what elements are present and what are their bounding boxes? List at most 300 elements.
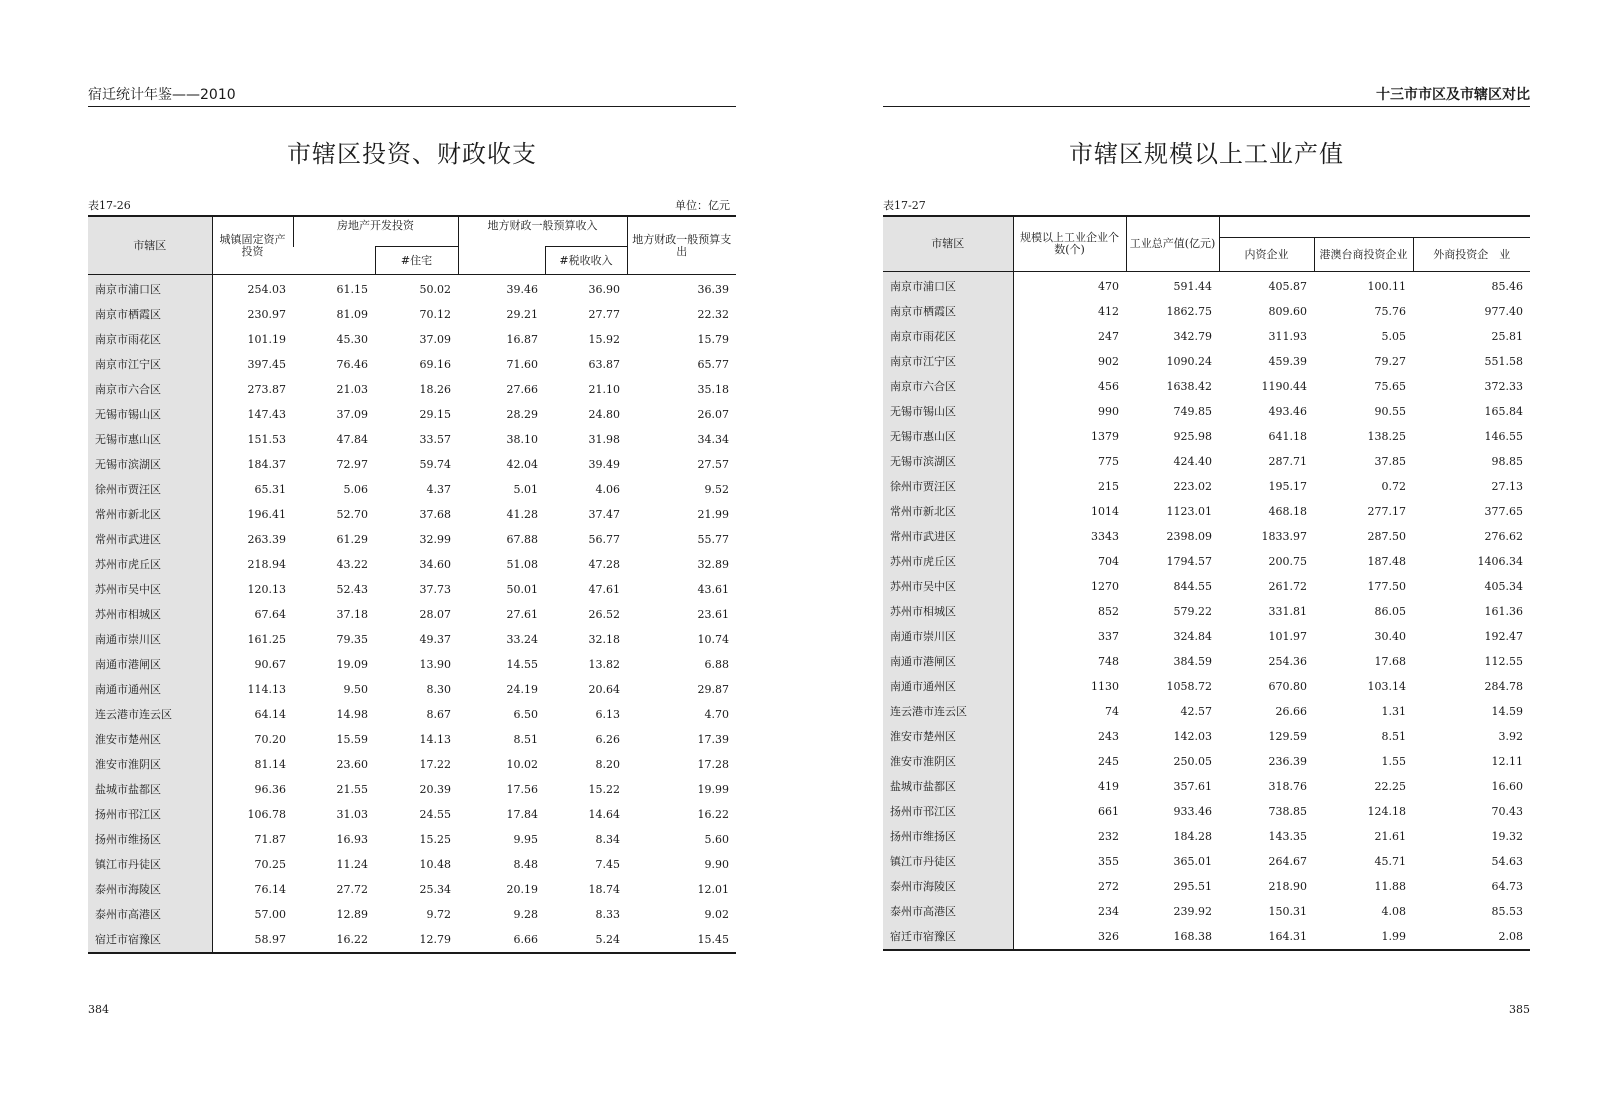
value-cell: 6.50 [513,708,538,721]
value-cell: 86.05 [1374,605,1406,618]
table-row [883,349,1530,374]
district-name-cell: 常州市新北区 [883,499,1013,524]
value-cell: 365.01 [1173,855,1212,868]
district-name-cell: 南通市通州区 [88,677,212,702]
table-row [88,402,736,427]
value-cell: 261.72 [1268,580,1307,593]
table-row [88,652,736,677]
value-cell: 1.55 [1381,755,1406,768]
table-row [88,777,736,802]
value-cell: 12.01 [697,883,729,896]
table-row [883,824,1530,849]
right-page-number: 385 [1509,1003,1530,1016]
value-cell: 902 [1098,355,1119,368]
value-cell: 9.28 [513,908,538,921]
value-cell: 4.37 [426,483,451,496]
district-name-cell: 盐城市盐都区 [88,777,212,802]
value-cell: 65.31 [254,483,286,496]
table-row [883,624,1530,649]
district-name-cell: 无锡市滨湖区 [883,449,1013,474]
value-cell: 45.71 [1374,855,1406,868]
value-cell: 236.39 [1268,755,1307,768]
value-cell: 243 [1098,730,1119,743]
district-name-cell: 无锡市滨湖区 [88,452,212,477]
value-cell: 16.93 [336,833,368,846]
col-header-district: 市辖区 [883,216,1013,272]
value-cell: 311.93 [1268,330,1307,343]
right-table-body [883,272,1530,951]
value-cell: 36.90 [588,283,620,296]
value-cell: 277.17 [1367,505,1406,518]
value-cell: 52.43 [336,583,368,596]
table-row [883,449,1530,474]
value-cell: 42.57 [1180,705,1212,718]
right-table-title: 市辖区规模以上工业产值 [1069,140,1344,168]
value-cell: 32.18 [588,633,620,646]
value-cell: 85.53 [1491,905,1523,918]
value-cell: 9.50 [343,683,368,696]
value-cell: 96.36 [254,783,286,796]
value-cell: 37.09 [419,333,451,346]
value-cell: 551.58 [1484,355,1523,368]
value-cell: 239.92 [1173,905,1212,918]
value-cell: 39.46 [506,283,538,296]
right-table-number: 表17-27 [883,199,926,212]
table-row [883,324,1530,349]
district-name-cell: 淮安市楚州区 [88,727,212,752]
table-row [883,799,1530,824]
value-cell: 9.52 [704,483,729,496]
value-cell: 42.04 [506,458,538,471]
district-name-cell: 镇江市丹徒区 [883,849,1013,874]
value-cell: 276.62 [1484,530,1523,543]
value-cell: 419 [1098,780,1119,793]
district-name-cell: 淮安市楚州区 [883,724,1013,749]
district-name-cell: 南通市港闸区 [883,649,1013,674]
value-cell: 17.28 [697,758,729,771]
value-cell: 129.59 [1268,730,1307,743]
value-cell: 67.64 [254,608,286,621]
value-cell: 7.45 [595,858,620,871]
table-row [88,352,736,377]
value-cell: 661 [1098,805,1119,818]
table-row [88,852,736,877]
value-cell: 27.77 [588,308,620,321]
table-row [88,602,736,627]
value-cell: 372.33 [1484,380,1523,393]
district-name-cell: 连云港市连云区 [883,699,1013,724]
table-row [883,549,1530,574]
value-cell: 112.55 [1484,655,1523,668]
value-cell: 4.06 [595,483,620,496]
value-cell: 1379 [1091,430,1119,443]
value-cell: 10.02 [506,758,538,771]
value-cell: 8.48 [513,858,538,871]
value-cell: 70.12 [419,308,451,321]
value-cell: 37.73 [419,583,451,596]
value-cell: 17.84 [506,808,538,821]
value-cell: 56.77 [588,533,620,546]
table-row [883,524,1530,549]
table-row [883,424,1530,449]
value-cell: 76.14 [254,883,286,896]
value-cell: 273.87 [247,383,286,396]
district-name-cell: 淮安市淮阴区 [88,752,212,777]
value-cell: 12.11 [1491,755,1523,768]
table-row [883,699,1530,724]
value-cell: 71.60 [506,358,538,371]
value-cell: 3343 [1091,530,1119,543]
value-cell: 1090.24 [1166,355,1212,368]
value-cell: 10.48 [419,858,451,871]
value-cell: 21.10 [588,383,620,396]
value-cell: 33.24 [506,633,538,646]
value-cell: 101.97 [1268,630,1307,643]
value-cell: 468.18 [1268,505,1307,518]
value-cell: 377.65 [1484,505,1523,518]
value-cell: 21.61 [1374,830,1406,843]
value-cell: 142.03 [1173,730,1212,743]
value-cell: 24.80 [588,408,620,421]
value-cell: 164.31 [1219,924,1314,950]
left-table-body [88,275,736,954]
value-cell: 15.79 [697,333,729,346]
col-header-residential: #住宅 [375,247,458,275]
value-cell: 456 [1098,380,1119,393]
value-cell: 71.87 [254,833,286,846]
table-row [883,724,1530,749]
value-cell: 8.33 [595,908,620,921]
value-cell: 50.01 [506,583,538,596]
value-cell: 8.67 [426,708,451,721]
col-header-tax-revenue: #税收收入 [545,247,627,275]
value-cell: 177.50 [1367,580,1406,593]
value-cell: 405.87 [1268,280,1307,293]
col-header-fixed-asset-investment: 城镇固定资产投资 [212,216,293,275]
value-cell: 990 [1098,405,1119,418]
value-cell: 245 [1098,755,1119,768]
value-cell: 79.27 [1374,355,1406,368]
district-name-cell: 南京市雨花区 [883,324,1013,349]
value-cell: 1.31 [1381,705,1406,718]
value-cell: 13.82 [588,658,620,671]
value-cell: 195.17 [1268,480,1307,493]
value-cell: 28.07 [419,608,451,621]
value-cell: 254.36 [1268,655,1307,668]
value-cell: 20.64 [588,683,620,696]
value-cell: 14.98 [336,708,368,721]
col-header-budget-expenditure: 地方财政一般预算支出 [627,216,736,275]
table-row [883,599,1530,624]
district-name-cell: 镇江市丹徒区 [88,852,212,877]
value-cell: 357.61 [1173,780,1212,793]
value-cell: 326 [1013,924,1126,950]
district-name-cell: 苏州市相城区 [88,602,212,627]
col-header-spacer [458,247,545,275]
value-cell: 32.99 [419,533,451,546]
value-cell: 933.46 [1173,805,1212,818]
table-row [88,627,736,652]
table-row [88,827,736,852]
table-row [883,499,1530,524]
value-cell: 18.74 [588,883,620,896]
district-name-cell: 南京市江宁区 [88,352,212,377]
table-row [883,899,1530,924]
value-cell: 37.47 [588,508,620,521]
value-cell: 36.39 [697,283,729,296]
value-cell: 8.30 [426,683,451,696]
col-header-district: 市辖区 [88,216,212,275]
value-cell: 75.65 [1374,380,1406,393]
value-cell: 143.35 [1268,830,1307,843]
value-cell: 13.90 [419,658,451,671]
col-header-hk-macao-taiwan-enterprises: 港澳台商投资企业 [1314,238,1413,272]
value-cell: 18.26 [419,383,451,396]
value-cell: 45.30 [336,333,368,346]
table-row [883,774,1530,799]
table-row [88,502,736,527]
district-name-cell: 苏州市虎丘区 [88,552,212,577]
value-cell: 5.60 [704,833,729,846]
value-cell: 75.76 [1374,305,1406,318]
value-cell: 14.59 [1491,705,1523,718]
value-cell: 52.70 [336,508,368,521]
value-cell: 15.45 [627,927,736,953]
district-name-cell: 无锡市惠山区 [883,424,1013,449]
district-name-cell: 无锡市锡山区 [883,399,1013,424]
value-cell: 70.43 [1491,805,1523,818]
value-cell: 69.16 [419,358,451,371]
value-cell: 32.89 [697,558,729,571]
district-name-cell: 徐州市贾汪区 [883,474,1013,499]
value-cell: 250.05 [1173,755,1212,768]
value-cell: 37.18 [336,608,368,621]
value-cell: 1058.72 [1166,680,1212,693]
district-name-cell: 南京市雨花区 [88,327,212,352]
value-cell: 19.09 [336,658,368,671]
value-cell: 100.11 [1367,280,1406,293]
left-page-number: 384 [88,1003,109,1016]
table-row [883,849,1530,874]
value-cell: 37.85 [1374,455,1406,468]
table-row [883,574,1530,599]
district-name-cell: 常州市武进区 [883,524,1013,549]
value-cell: 2.08 [1413,924,1530,950]
value-cell: 5.06 [343,483,368,496]
value-cell: 20.39 [419,783,451,796]
value-cell: 324.84 [1173,630,1212,643]
value-cell: 748 [1098,655,1119,668]
col-header-spacer [1219,216,1530,238]
value-cell: 64.14 [254,708,286,721]
table-row [88,927,736,953]
table-row [883,272,1530,300]
value-cell: 22.32 [697,308,729,321]
district-name-cell: 连云港市连云区 [88,702,212,727]
left-running-header: 宿迁统计年鉴——2010 [88,84,736,107]
value-cell: 579.22 [1173,605,1212,618]
value-cell: 15.25 [419,833,451,846]
value-cell: 79.35 [336,633,368,646]
value-cell: 47.61 [588,583,620,596]
value-cell: 331.81 [1268,605,1307,618]
value-cell: 977.40 [1484,305,1523,318]
value-cell: 64.73 [1491,880,1523,893]
table-row [88,702,736,727]
value-cell: 459.39 [1268,355,1307,368]
col-header-enterprise-count: 规模以上工业企业个数(个) [1013,216,1126,272]
table-row [88,377,736,402]
value-cell: 49.37 [419,633,451,646]
value-cell: 925.98 [1173,430,1212,443]
right-table-meta [883,198,1530,214]
value-cell: 641.18 [1268,430,1307,443]
value-cell: 287.50 [1367,530,1406,543]
value-cell: 24.55 [419,808,451,821]
district-name-cell: 南通市港闸区 [88,652,212,677]
value-cell: 9.72 [426,908,451,921]
district-name-cell: 南京市浦口区 [883,272,1013,300]
value-cell: 704 [1098,555,1119,568]
value-cell: 33.57 [419,433,451,446]
value-cell: 23.61 [697,608,729,621]
value-cell: 192.47 [1484,630,1523,643]
district-name-cell: 扬州市邗江区 [88,802,212,827]
table-row [88,477,736,502]
value-cell: 85.46 [1491,280,1523,293]
value-cell: 29.15 [419,408,451,421]
district-name-cell: 常州市新北区 [88,502,212,527]
value-cell: 41.28 [506,508,538,521]
value-cell: 31.03 [336,808,368,821]
value-cell: 232 [1098,830,1119,843]
value-cell: 8.20 [595,758,620,771]
value-cell: 318.76 [1268,780,1307,793]
value-cell: 70.20 [254,733,286,746]
value-cell: 8.34 [595,833,620,846]
col-header-domestic-enterprises: 内资企业 [1219,238,1314,272]
value-cell: 17.56 [506,783,538,796]
value-cell: 120.13 [247,583,286,596]
district-name-cell: 常州市武进区 [88,527,212,552]
value-cell: 470 [1098,280,1119,293]
district-name-cell: 南京市六合区 [88,377,212,402]
value-cell: 27.61 [506,608,538,621]
district-name-cell: 泰州市高港区 [883,899,1013,924]
value-cell: 161.36 [1484,605,1523,618]
investment-finance-table [88,215,736,954]
value-cell: 0.72 [1381,480,1406,493]
table-row [88,302,736,327]
value-cell: 114.13 [247,683,286,696]
value-cell: 47.84 [336,433,368,446]
table-row [88,902,736,927]
value-cell: 31.98 [588,433,620,446]
right-running-header: 十三市市区及市辖区对比 [883,84,1530,107]
value-cell: 124.18 [1367,805,1406,818]
value-cell: 11.88 [1374,880,1406,893]
district-name-cell: 南京市浦口区 [88,275,212,303]
left-table-number: 表17-26 [88,199,131,212]
value-cell: 738.85 [1268,805,1307,818]
value-cell: 1862.75 [1166,305,1212,318]
value-cell: 218.94 [247,558,286,571]
table-row [883,674,1530,699]
district-name-cell: 扬州市维扬区 [88,827,212,852]
value-cell: 272 [1098,880,1119,893]
district-name-cell: 盐城市盐都区 [883,774,1013,799]
value-cell: 34.60 [419,558,451,571]
district-name-cell: 南京市六合区 [883,374,1013,399]
value-cell: 1794.57 [1166,555,1212,568]
table-row [88,427,736,452]
value-cell: 264.67 [1268,855,1307,868]
value-cell: 342.79 [1173,330,1212,343]
district-name-cell: 泰州市高港区 [88,902,212,927]
value-cell: 19.32 [1491,830,1523,843]
value-cell: 844.55 [1173,580,1212,593]
value-cell: 670.80 [1268,680,1307,693]
value-cell: 38.10 [506,433,538,446]
table-row [883,299,1530,324]
value-cell: 8.51 [1381,730,1406,743]
district-name-cell: 南通市崇川区 [88,627,212,652]
district-name-cell: 南京市江宁区 [883,349,1013,374]
col-header-gross-output: 工业总产值(亿元) [1126,216,1219,272]
value-cell: 247 [1098,330,1119,343]
table-row [883,374,1530,399]
value-cell: 5.24 [545,927,627,953]
value-cell: 21.99 [697,508,729,521]
value-cell: 29.87 [697,683,729,696]
left-unit-label: 单位：亿元 [675,199,730,212]
value-cell: 234 [1098,905,1119,918]
value-cell: 34.34 [697,433,729,446]
value-cell: 106.78 [247,808,286,821]
value-cell: 21.55 [336,783,368,796]
value-cell: 147.43 [247,408,286,421]
value-cell: 1406.34 [1477,555,1523,568]
district-name-cell: 南京市栖霞区 [883,299,1013,324]
value-cell: 1014 [1091,505,1119,518]
value-cell: 25.34 [419,883,451,896]
value-cell: 23.60 [336,758,368,771]
value-cell: 26.52 [588,608,620,621]
value-cell: 196.41 [247,508,286,521]
value-cell: 16.87 [506,333,538,346]
value-cell: 9.90 [704,858,729,871]
value-cell: 6.13 [595,708,620,721]
value-cell: 749.85 [1173,405,1212,418]
district-name-cell: 南通市崇川区 [883,624,1013,649]
value-cell: 184.28 [1173,830,1212,843]
value-cell: 27.57 [697,458,729,471]
value-cell: 6.26 [595,733,620,746]
value-cell: 4.70 [704,708,729,721]
district-name-cell: 苏州市吴中区 [88,577,212,602]
table-row [883,399,1530,424]
table-row [88,452,736,477]
table-row [883,874,1530,899]
district-name-cell: 苏州市相城区 [883,599,1013,624]
value-cell: 12.89 [336,908,368,921]
value-cell: 61.15 [336,283,368,296]
value-cell: 58.97 [212,927,293,953]
value-cell: 37.09 [336,408,368,421]
value-cell: 57.00 [254,908,286,921]
value-cell: 27.66 [506,383,538,396]
value-cell: 8.51 [513,733,538,746]
